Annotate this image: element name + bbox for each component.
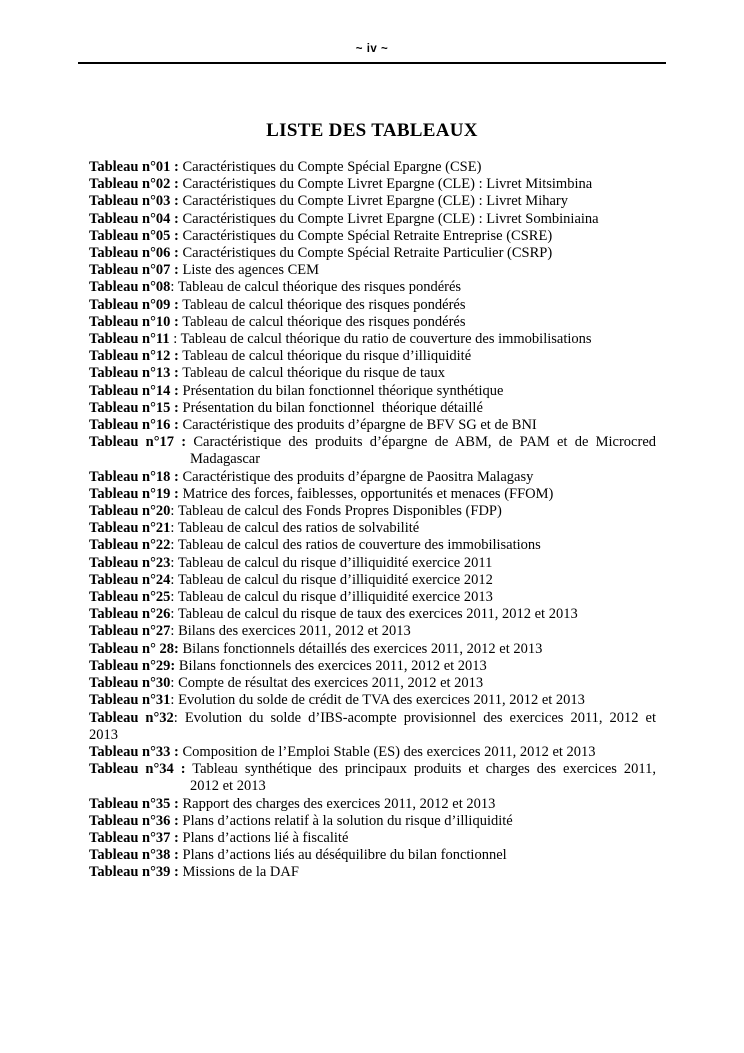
entry-separator: : bbox=[170, 571, 178, 588]
entry-label: Tableau n°36 : bbox=[89, 812, 179, 829]
entry-label: Tableau n°25 bbox=[89, 589, 171, 606]
entry-label: Tableau n°18 : bbox=[89, 468, 179, 485]
entry-separator: : bbox=[170, 606, 178, 623]
entry-text: Compte de résultat des exercices 2011, 2012 et 2013 bbox=[178, 675, 484, 692]
entry-label: Tableau n°35 : bbox=[89, 795, 179, 812]
entry-line bbox=[89, 297, 656, 314]
entry-separator: : bbox=[170, 675, 179, 692]
table-list-entry bbox=[89, 675, 656, 692]
entry-separator: : bbox=[170, 589, 178, 606]
entry-label: Tableau n°19 : bbox=[89, 485, 179, 502]
table-list-entry bbox=[89, 159, 656, 176]
entry-label: Tableau n°27 bbox=[89, 623, 171, 640]
table-list-entry bbox=[89, 796, 656, 813]
page-title: LISTE DES TABLEAUX bbox=[266, 120, 478, 141]
entry-label: Tableau n°13 : bbox=[89, 365, 179, 382]
entry-line bbox=[89, 417, 656, 434]
entry-separator: : bbox=[169, 331, 181, 348]
entry-line bbox=[89, 623, 656, 640]
entry-label: Tableau n°09 : bbox=[89, 296, 179, 313]
table-list-entry bbox=[89, 211, 656, 228]
table-list-entry bbox=[89, 658, 656, 675]
entry-label: Tableau n°39 : bbox=[89, 864, 179, 881]
entry-line bbox=[89, 606, 656, 623]
entry-text: Tableau de calcul du risque d’illiquidité exercice 2011 bbox=[177, 554, 493, 571]
table-list-entry bbox=[89, 847, 656, 864]
entry-text: Evolution du solde d’IBS-acompte provisionnel des exercices 2011, 2012 et bbox=[184, 709, 656, 726]
table-list-entry bbox=[89, 365, 656, 382]
entry-text: Caractéristique des produits d’épargne de BFV SG et de BNI bbox=[182, 417, 537, 434]
entry-label: Tableau n°10 : bbox=[89, 313, 179, 330]
table-list-entry bbox=[89, 641, 656, 658]
entry-line bbox=[89, 469, 656, 486]
entry-text: Tableau de calcul théorique du risque de taux bbox=[182, 365, 445, 382]
entry-line bbox=[89, 211, 656, 228]
entry-text: Plans d’actions lié à fiscalité bbox=[182, 829, 349, 846]
table-list bbox=[89, 159, 656, 882]
table-list-entry bbox=[89, 692, 656, 709]
table-list-entry bbox=[89, 348, 656, 365]
entry-label: Tableau n°30 bbox=[89, 675, 171, 692]
table-list-entry bbox=[89, 830, 656, 847]
entry-line bbox=[89, 589, 656, 606]
entry-text: Caractéristique des produits d’épargne de Paositra Malagasy bbox=[182, 468, 534, 485]
table-list-entry bbox=[89, 572, 656, 589]
entry-label: Tableau n°04 : bbox=[89, 210, 179, 227]
entry-text: Plans d’actions relatif à la solution du risque d’illiquidité bbox=[182, 812, 513, 829]
entry-continuation: 2012 et 2013 bbox=[190, 778, 266, 795]
table-list-entry bbox=[89, 864, 656, 881]
entry-label: Tableau n°05 : bbox=[89, 227, 179, 244]
table-list-entry bbox=[89, 176, 656, 193]
entry-line bbox=[89, 864, 656, 881]
table-list-entry bbox=[89, 606, 656, 623]
entry-label: Tableau n°33 : bbox=[89, 743, 179, 760]
entry-text: Tableau de calcul des ratios de solvabilité bbox=[177, 520, 420, 537]
entry-line bbox=[89, 744, 656, 761]
entry-text: Tableau de calcul théorique des risques pondérés bbox=[182, 313, 466, 330]
entry-text: Matrice des forces, faiblesses, opportunités et menaces (FFOM) bbox=[182, 485, 554, 502]
entry-separator: : bbox=[170, 503, 178, 520]
entry-line bbox=[89, 348, 656, 365]
table-list-entry bbox=[89, 228, 656, 245]
entry-label: Tableau n°22 bbox=[89, 537, 171, 554]
entry-continuation: 2013 bbox=[89, 726, 118, 743]
entry-text: Bilans fonctionnels des exercices 2011, 2012 et 2013 bbox=[178, 657, 487, 674]
table-list-entry bbox=[89, 520, 656, 537]
entry-label: Tableau n°15 : bbox=[89, 399, 179, 416]
entry-line bbox=[89, 383, 656, 400]
entry-label: Tableau n°37 : bbox=[89, 829, 179, 846]
table-list-entry bbox=[89, 537, 656, 554]
table-list-entry bbox=[89, 623, 656, 640]
entry-text: Présentation du bilan fonctionnel théorique détaillé bbox=[182, 399, 483, 416]
entry-line bbox=[89, 572, 656, 589]
page-number: ~ iv ~ bbox=[355, 43, 389, 55]
entry-label: Tableau n°26 bbox=[89, 606, 171, 623]
entry-text: Tableau synthétique des principaux produits et charges des exercices 2011, bbox=[192, 761, 656, 778]
entry-text: Tableau de calcul théorique du risque d’illiquidité bbox=[182, 348, 472, 365]
entry-separator: : bbox=[170, 537, 178, 554]
table-list-entry bbox=[89, 744, 656, 761]
entry-label: Tableau n°07 : bbox=[89, 262, 179, 279]
table-list-entry bbox=[89, 710, 656, 744]
entry-text: Présentation du bilan fonctionnel théorique synthétique bbox=[182, 382, 504, 399]
entry-text: Evolution du solde de crédit de TVA des exercices 2011, 2012 et 2013 bbox=[178, 692, 585, 709]
entry-label: Tableau n°11 bbox=[89, 331, 170, 348]
entry-text: Tableau de calcul théorique du ratio de couverture des immobilisations bbox=[180, 331, 592, 348]
entry-text: Bilans fonctionnels détaillés des exercices 2011, 2012 et 2013 bbox=[182, 640, 543, 657]
entry-text: Tableau de calcul du risque d’illiquidité exercice 2012 bbox=[177, 571, 493, 588]
entry-line bbox=[89, 400, 656, 417]
entry-label: Tableau n°17 : bbox=[89, 434, 187, 451]
entry-text: Caractéristique des produits d’épargne de ABM, de PAM et de Microcred bbox=[193, 434, 657, 451]
entry-line bbox=[89, 520, 656, 537]
table-list-entry bbox=[89, 555, 656, 572]
entry-line bbox=[89, 262, 656, 279]
entry-separator: : bbox=[170, 554, 178, 571]
table-list-entry bbox=[89, 193, 656, 210]
entry-text: Tableau de calcul du risque de taux des exercices 2011, 2012 et 2013 bbox=[177, 606, 578, 623]
table-list-entry bbox=[89, 761, 656, 795]
entry-label: Tableau n°31 bbox=[89, 692, 171, 709]
entry-line bbox=[89, 176, 656, 193]
table-list-entry bbox=[89, 400, 656, 417]
entry-separator: : bbox=[170, 692, 179, 709]
table-list-entry bbox=[89, 503, 656, 520]
entry-text: Tableau de calcul théorique des risques pondérés bbox=[177, 279, 462, 296]
table-list-entry bbox=[89, 589, 656, 606]
entry-line bbox=[89, 847, 656, 864]
entry-text: Caractéristiques du Compte Livret Epargne (CLE) : Livret Mitsimbina bbox=[182, 176, 593, 193]
entry-label: Tableau n°29: bbox=[89, 657, 176, 674]
entry-label: Tableau n°12 : bbox=[89, 348, 179, 365]
entry-separator: : bbox=[170, 279, 178, 296]
entry-line bbox=[89, 365, 656, 382]
entry-label: Tableau n°01 : bbox=[89, 159, 179, 175]
entry-line bbox=[89, 314, 656, 331]
entry-text: Tableau de calcul des ratios de couverture des immobilisations bbox=[177, 537, 541, 554]
entry-line bbox=[89, 675, 656, 692]
entry-text: Bilans des exercices 2011, 2012 et 2013 bbox=[178, 623, 411, 640]
table-list-entry bbox=[89, 469, 656, 486]
entry-line bbox=[89, 830, 656, 847]
entry-text: Tableau de calcul des Fonds Propres Disponibles (FDP) bbox=[177, 503, 502, 520]
entry-text: Caractéristiques du Compte Livret Epargne (CLE) : Livret Mihary bbox=[182, 193, 568, 210]
entry-separator: : bbox=[170, 623, 179, 640]
entry-separator: : bbox=[170, 520, 178, 537]
entry-continuation: Madagascar bbox=[190, 451, 261, 468]
entry-line bbox=[89, 761, 656, 778]
entry-line bbox=[89, 434, 656, 451]
table-list-entry bbox=[89, 434, 656, 468]
entry-text: Missions de la DAF bbox=[182, 864, 299, 881]
table-list-entry bbox=[89, 417, 656, 434]
entry-text: Caractéristiques du Compte Spécial Retraite Entreprise (CSRE) bbox=[182, 227, 553, 244]
entry-separator: : bbox=[173, 709, 185, 726]
entry-text: Caractéristiques du Compte Spécial Retraite Particulier (CSRP) bbox=[182, 245, 553, 262]
entry-label: Tableau n°16 : bbox=[89, 417, 179, 434]
entry-line bbox=[89, 658, 656, 675]
table-list-entry bbox=[89, 813, 656, 830]
entry-text: Caractéristiques du Compte Livret Epargne (CLE) : Livret Sombiniaina bbox=[182, 210, 599, 227]
entry-line bbox=[89, 331, 656, 348]
entry-label: Tableau n°03 : bbox=[89, 193, 179, 210]
entry-line bbox=[89, 245, 656, 262]
entry-text: Plans d’actions liés au déséquilibre du bilan fonctionnel bbox=[182, 847, 507, 864]
entry-line bbox=[89, 813, 656, 830]
entry-label: Tableau n° 28: bbox=[89, 640, 179, 657]
entry-text: Caractéristiques du Compte Spécial Epargne (CSE) bbox=[182, 159, 482, 175]
entry-label: Tableau n°23 bbox=[89, 554, 171, 571]
entry-text: Rapport des charges des exercices 2011, 2012 et 2013 bbox=[182, 795, 496, 812]
entry-text: Tableau de calcul théorique des risques pondérés bbox=[182, 296, 466, 313]
table-list-entry bbox=[89, 314, 656, 331]
header-rule bbox=[78, 62, 666, 64]
entry-line bbox=[89, 228, 656, 245]
entry-text: Composition de l’Emploi Stable (ES) des exercices 2011, 2012 et 2013 bbox=[182, 743, 596, 760]
entry-label: Tableau n°14 : bbox=[89, 382, 179, 399]
entry-line bbox=[89, 796, 656, 813]
entry-line bbox=[89, 641, 656, 658]
entry-label: Tableau n°32 bbox=[89, 709, 174, 726]
entry-label: Tableau n°24 bbox=[89, 571, 171, 588]
table-list-entry bbox=[89, 331, 656, 348]
entry-label: Tableau n°20 bbox=[89, 503, 171, 520]
entry-label: Tableau n°34 : bbox=[89, 761, 186, 778]
entry-line bbox=[89, 486, 656, 503]
entry-line bbox=[89, 503, 656, 520]
table-list-entry bbox=[89, 383, 656, 400]
entry-line bbox=[89, 692, 656, 709]
entry-label: Tableau n°21 bbox=[89, 520, 171, 537]
entry-text: Tableau de calcul du risque d’illiquidité exercice 2013 bbox=[177, 589, 493, 606]
table-list-entry bbox=[89, 245, 656, 262]
entry-label: Tableau n°38 : bbox=[89, 847, 179, 864]
page-header bbox=[0, 0, 744, 64]
entry-line bbox=[89, 710, 656, 727]
entry-label: Tableau n°06 : bbox=[89, 245, 179, 262]
entry-label: Tableau n°02 : bbox=[89, 176, 179, 193]
entry-line bbox=[89, 193, 656, 210]
table-list-entry bbox=[89, 279, 656, 296]
entry-line bbox=[89, 537, 656, 554]
table-list-entry bbox=[89, 297, 656, 314]
table-list-entry bbox=[89, 262, 656, 279]
table-list-entry bbox=[89, 486, 656, 503]
entry-line bbox=[89, 159, 656, 176]
entry-line bbox=[89, 555, 656, 572]
entry-text: Liste des agences CEM bbox=[182, 262, 320, 279]
entry-line bbox=[89, 279, 656, 296]
entry-label: Tableau n°08 bbox=[89, 279, 171, 296]
